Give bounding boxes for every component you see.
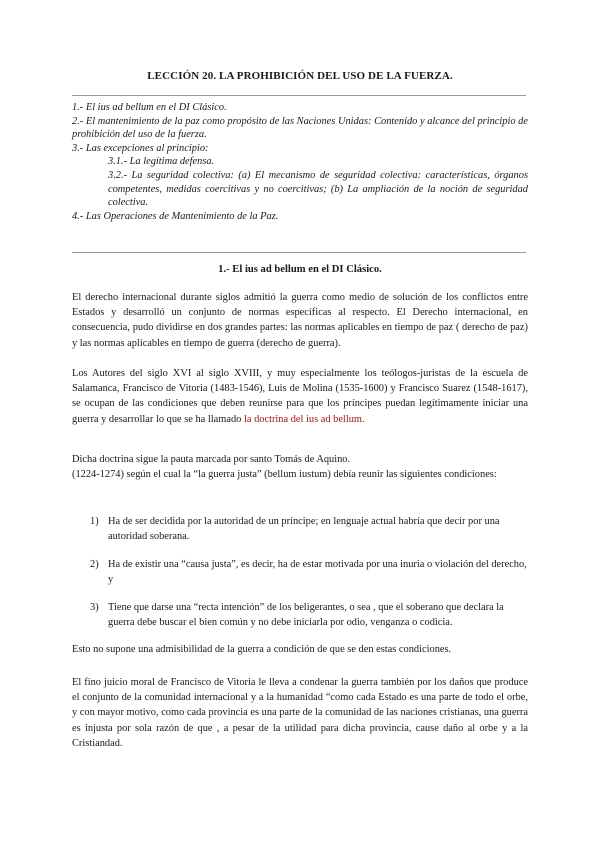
condition-text: Tiene que darse una “recta intención” de los beligerantes, o sea , que el soberano que declara la guerra debe buscar el bien común y no debe iniciarla por odio, venganza o codicia. <box>108 602 504 629</box>
outline-subitem: 3.1.- La legítima defensa. <box>108 156 215 168</box>
outline-subitem: 3.2.- La seguridad colectiva: (a) El mecanismo de seguridad colectiva: características, órganos competentes, medidas coercitivas y no coercitivas; (b) La ampliación de la noción de seguridad colectiva. <box>108 169 528 209</box>
outline-divider <box>72 252 526 253</box>
condition-text: Ha de ser decidida por la autoridad de un príncipe; en lenguaje actual habría que decir por una autoridad soberana. <box>108 516 500 543</box>
condition-number: 1) <box>90 516 99 527</box>
section-heading: 1.- El ius ad bellum en el DI Clásico. <box>218 264 382 275</box>
paragraph-derecho-internacional: El derecho internacional durante siglos admitió la guerra como medio de solución de los conflictos entre Estados y desarrolló un conjunto de normas específicas al respecto. El Derecho internacional, en consecuencia, pudo dividirse en dos grandes partes: las normas aplicables en tiempo de paz ( derecho de paz) y las normas aplicables en tiempo de guerra (derecho de guerra). <box>72 292 528 349</box>
paragraph-vitoria: El fino juicio moral de Francisco de Vitoria le lleva a condenar la guerra también por los daños que produce el conjunto de la comunidad internacional y a la humanidad “como cada Estado es una parte de todo el orbe, y con mayor motivo, como cada provincia es una parte de la comunidad de las naciones cristianas, una guerra es injusta por sola razón de que , a pesar de la utilidad para dicha provincia, cause daño al orbe y a la Cristiandad. <box>72 677 528 749</box>
outline-item: 1.- El ius ad bellum en el DI Clásico. <box>72 102 227 113</box>
paragraph-autores <box>72 366 528 427</box>
top-divider <box>72 95 526 96</box>
outline-item: 4.- Las Operaciones de Mantenimiento de la Paz. <box>72 210 279 222</box>
paragraph-doctrina-line1: Dicha doctrina sigue la pauta marcada por santo Tomás de Aquino. <box>72 454 351 465</box>
highlight-ius-ad-bellum: la doctrina del ius ad bellum. <box>243 413 365 425</box>
outline-item: 2.- El mantenimiento de la paz como propósito de las Naciones Unidas: Contenido y alcance del principio de prohibición del uso de la fuerza. <box>72 115 528 141</box>
paragraph-doctrina-line2: (1224-1274) según el cual la “la guerra justa” (bellum iustum) debía reunir las siguientes condiciones: <box>72 469 497 480</box>
lesson-title: LECCIÓN 20. LA PROHIBICIÓN DEL USO DE LA FUERZA. <box>147 70 453 82</box>
condition-number: 3) <box>90 602 99 613</box>
lesson-outline <box>72 101 528 223</box>
paragraph-autores-text: Los Autores del siglo XVI al siglo XVIII, y muy especialmente los teólogos-juristas de la escuela de Salamanca, Francisco de Vitoria (1483-1546), Luis de Molina (1535-1600) y Francisco Suarez (1548-1617), se ocupan de las condiciones que deben reunirse para que los príncipes puedan legítimamente iniciar una guerra y desarrollar lo que se ha llamado <box>72 368 528 425</box>
condition-number: 2) <box>90 559 99 570</box>
condition-text: Ha de existir una “causa justa”, es decir, ha de estar motivada por una inuria o violación del derecho, y <box>108 559 527 586</box>
paragraph-admisibilidad: Esto no supone una admisibilidad de la guerra a condición de que se den estas condiciones. <box>72 644 452 655</box>
outline-item: 3.- Las excepciones al principio: <box>72 142 209 154</box>
